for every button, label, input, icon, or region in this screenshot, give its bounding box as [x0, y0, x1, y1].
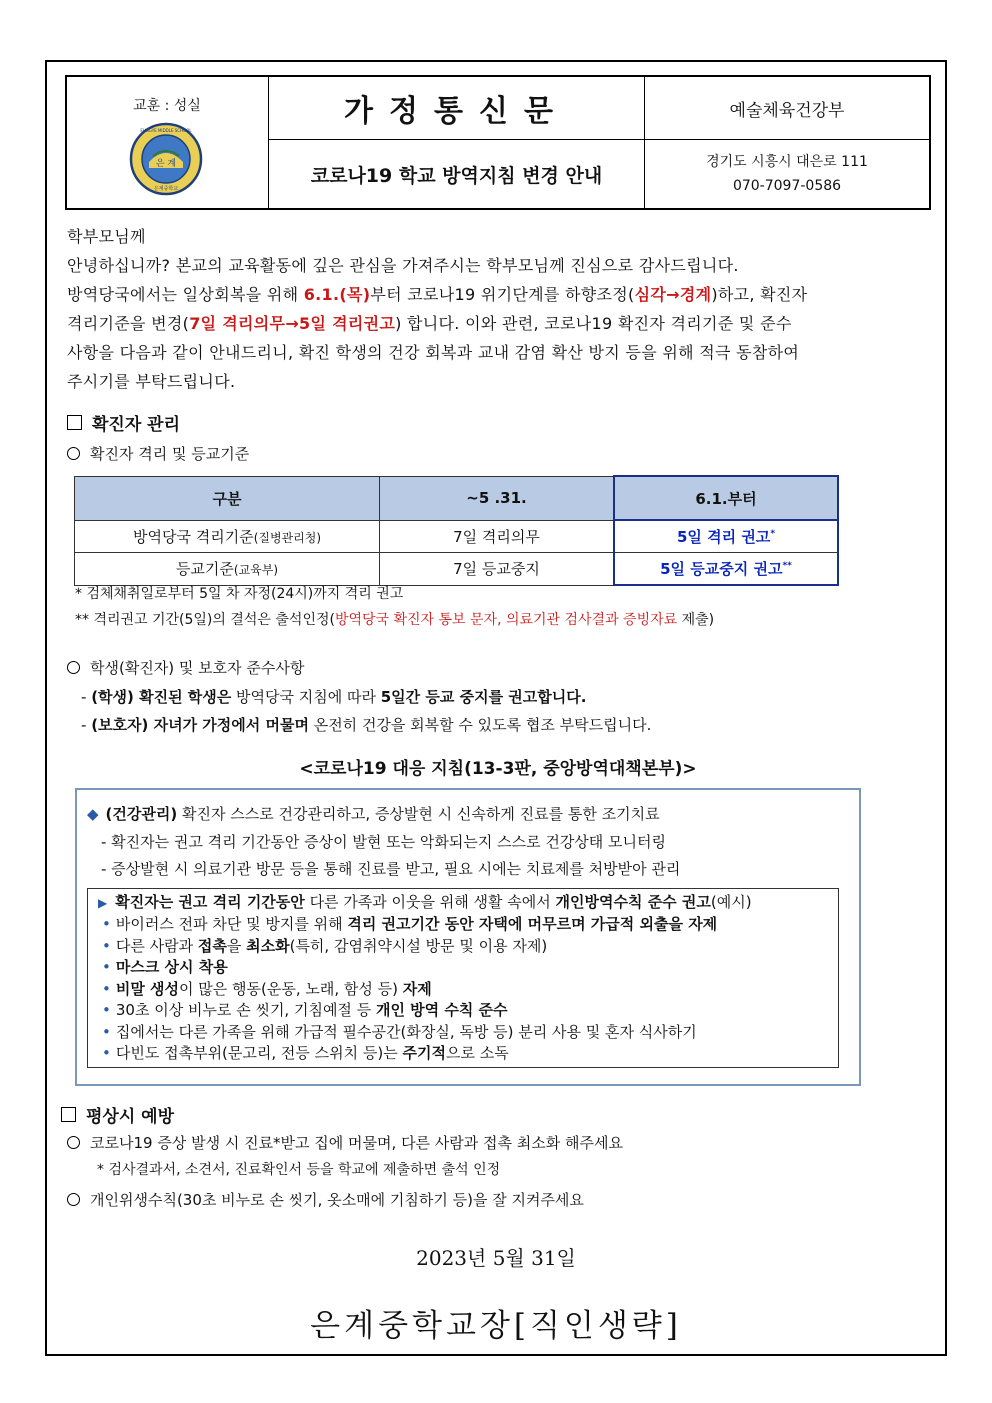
table-header-cell: 구분 — [75, 476, 380, 520]
school-logo — [129, 122, 203, 196]
diamond-bullet-icon: ◆ — [87, 805, 99, 823]
prevention-item-1: 코로나19 증상 발생 시 진료*받고 집에 머물며, 다른 사람과 접촉 최소화 해주세요 — [67, 1132, 929, 1153]
table-cell-label: 등교기준(교육부) — [75, 553, 380, 586]
table-cell-before: 7일 격리의무 — [380, 520, 615, 553]
list-item: • 30초 이상 비누로 손 씻기, 기침예절 등 개인 방역 수칙 준수 — [102, 1001, 508, 1019]
logo-center-text: 은 계 — [155, 159, 177, 169]
table-cell-after: 5일 격리 권고* — [614, 520, 838, 553]
table-header-cell: 6.1.부터 — [614, 476, 838, 520]
salutation: 학부모님께 — [67, 227, 146, 246]
contact-cell — [645, 140, 929, 208]
motto-cell — [67, 77, 269, 208]
title-cell — [269, 77, 645, 140]
issue-date: 2023년 5월 31일 — [416, 1246, 576, 1270]
isolation-table — [74, 475, 839, 586]
footnote-2: ** 격리권고 기간(5일)의 결석은 출석인정(방역당국 확진자 통보 문자, 의료기관 검사결과 증빙자료 제출) — [75, 612, 715, 628]
greeting-line-4: 사항을 다음과 같이 안내드리니, 확진 학생의 건강 회복과 교내 감염 확산 방지 등을 위해 적극 동참하여 — [67, 343, 800, 362]
department-cell — [645, 77, 929, 140]
guideline-box — [75, 788, 861, 1086]
square-bullet-icon — [61, 1107, 76, 1122]
school-motto: 교훈 : 성실 — [133, 98, 201, 114]
isolation-change: 7일 격리의무→5일 격리권고 — [189, 314, 396, 333]
principal-signature: 은계중학교장[직인생략] — [310, 1308, 682, 1344]
section-heading-prevention: 평상시 예방 — [61, 1102, 923, 1127]
greeting-line-1: 안녕하십니까? 본교의 교육활동에 깊은 관심을 가져주시는 학부모님께 진심으로 감사드립니다. — [67, 256, 739, 275]
guide-title: <코로나19 대응 지침(13-3판, 중앙방역대책본부)> — [299, 759, 697, 779]
change-date: 6.1.(목) — [303, 285, 371, 304]
circle-bullet-icon — [67, 447, 80, 460]
table-header-cell: ~5 .31. — [380, 476, 615, 520]
subtitle-cell — [269, 140, 645, 208]
table-cell-label: 방역당국 격리기준(질병관리청) — [75, 520, 380, 553]
section-heading-management: 확진자 관리 — [67, 410, 929, 435]
rules-list — [102, 914, 717, 1065]
prevention-note: * 검사결과서, 소견서, 진료확인서 등을 학교에 제출하면 출석 인정 — [97, 1162, 501, 1178]
greeting-line-2: 방역당국에서는 일상회복을 위해 6.1.(목)부터 코로나19 위기단계를 하향조정(심각→경계)하고, 확진자 — [67, 285, 808, 304]
circle-bullet-icon — [67, 661, 80, 674]
triangle-bullet-icon: ▶ — [98, 896, 108, 910]
greeting-line-5: 주시기를 부탁드립니다. — [67, 372, 236, 391]
school-address: 경기도 시흥시 대은로 111 — [706, 154, 868, 170]
circle-bullet-icon — [67, 1193, 80, 1206]
rules-inner-box — [87, 888, 839, 1068]
inner-heading: ▶ 확진자는 권고 격리 기간동안 다른 가족과 이웃을 위해 생활 속에서 개인방역수칙 준수 권고(예시) — [98, 893, 752, 911]
list-item: • 다빈도 접촉부위(문고리, 전등 스위치 등)는 주기적으로 소독 — [102, 1044, 509, 1062]
monitoring-line: - 확진자는 권고 격리 기간동안 증상이 발현 또는 악화되는지 스스로 건강상태 모니터링 — [101, 833, 667, 851]
list-item: • 마스크 상시 착용 — [102, 958, 228, 976]
greeting-line-3: 격리기준을 변경(7일 격리의무→5일 격리권고) 합니다. 이와 관련, 코로나19 확진자 격리기준 및 준수 — [67, 314, 792, 333]
table-header-row — [75, 476, 839, 520]
list-item: • 바이러스 전파 차단 및 방지를 위해 격리 권고기간 동안 자택에 머무르며 가급적 외출을 자제 — [102, 915, 718, 933]
department-name: 예술체육건강부 — [729, 100, 845, 121]
document-subtitle: 코로나19 학교 방역지침 변경 안내 — [310, 164, 603, 187]
list-item: • 비말 생성이 많은 행동(운동, 노래, 함성 등) 자제 — [102, 979, 432, 998]
document-frame — [45, 60, 947, 1356]
square-bullet-icon — [67, 415, 82, 430]
table-cell-before: 7일 등교중지 — [380, 553, 615, 586]
rule-student: - (학생) 확진된 학생은 방역당국 지침에 따라 5일간 등교 중지를 권고합니다. — [81, 688, 587, 706]
greeting-paragraph — [67, 222, 929, 396]
list-item: • 다른 사람과 접촉을 최소화(특히, 감염취약시설 방문 및 이용 자제) — [102, 936, 548, 955]
document-title: 가정통신문 — [344, 94, 569, 129]
table-cell-after: 5일 등교중지 권고** — [614, 553, 838, 586]
school-phone: 070-7097-0586 — [732, 178, 842, 194]
subheading-rules: 학생(확진자) 및 보호자 준수사항 — [67, 657, 929, 678]
logo-bottom-text: 은계중학교 — [153, 186, 179, 192]
required-documents: 방역당국 확진자 통보 문자, 의료기관 검사결과 증빙자료 — [334, 612, 678, 628]
health-management-line: ◆ (건강관리) 확진자 스스로 건강관리하고, 증상발현 시 신속하게 진료를 통한 조기치료 — [87, 805, 660, 823]
table-row — [75, 553, 839, 586]
circle-bullet-icon — [67, 1136, 80, 1149]
header-box — [65, 75, 931, 210]
alert-level-change: 심각→경계 — [634, 285, 712, 304]
logo-top-text: EUNGYE MIDDLE SCHOOL — [140, 128, 192, 133]
list-item: • 집에서는 다른 가족을 위해 가급적 필수공간(화장실, 독방 등) 분리 사용 및 혼자 식사하기 — [102, 1022, 697, 1041]
rule-guardian: - (보호자) 자녀가 가정에서 머물며 온전히 건강을 회복할 수 있도록 협조 부탁드립니다. — [81, 716, 652, 734]
prevention-item-2: 개인위생수칙(30초 비누로 손 씻기, 옷소매에 기침하기 등)을 잘 지켜주세요 — [67, 1189, 929, 1210]
subheading-isolation: 확진자 격리 및 등교기준 — [67, 443, 929, 464]
treatment-line: - 증상발현 시 의료기관 방문 등을 통해 진료를 받고, 필요 시에는 치료제를 처방받아 관리 — [101, 860, 681, 878]
table-row — [75, 520, 839, 553]
footnote-1: * 검체채취일로부터 5일 차 자정(24시)까지 격리 권고 — [75, 586, 404, 602]
